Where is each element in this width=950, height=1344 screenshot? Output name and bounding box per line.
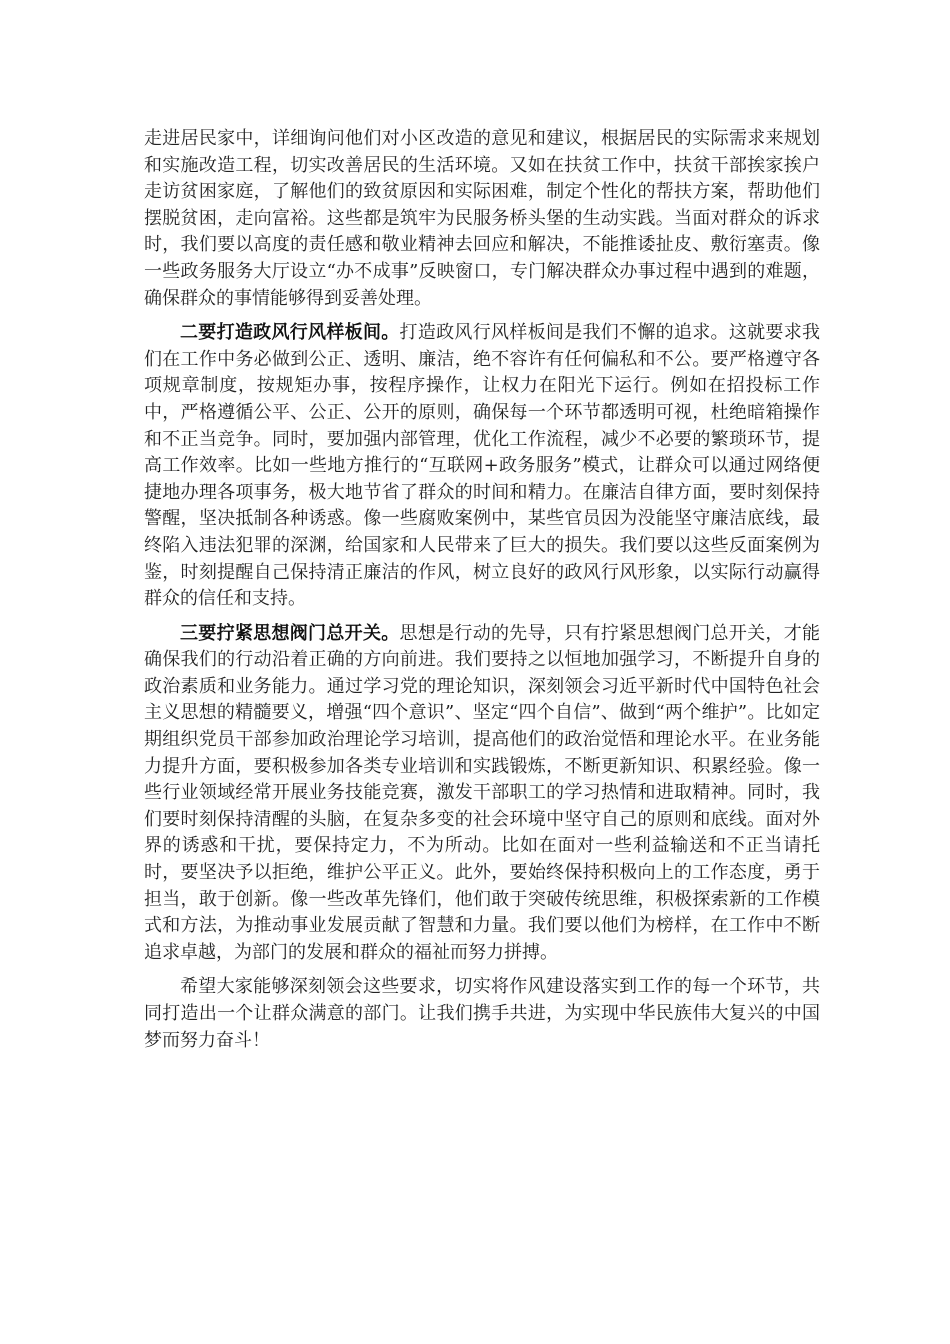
paragraph-text: 打造政风行风样板间是我们不懈的追求。这就要求我们在工作中务必做到公正、透明、廉洁，绝不容许有任何偏私和不公。要严格遵守各项规章制度，按规矩办事，按程序操作，让权力在阳光下运行。例如在招投标工作中，严格遵循公平、公正、公开的原则，确保每一个环节都透明可视，杜绝暗箱操作和不正当竞争。同时，要加强内部管理，优化工作流程，减少不必要的繁琐环节，提高工作效率。比如一些地方推行的“互联网+政务服务”模式，让群众可以通过网络便捷地办理各项事务，极大地节省了群众的时间和精力。在廉洁自律方面，要时刻保持警醒，坚决抵制各种诱惑。像一些腐败案例中，某些官员因为没能坚守廉洁底线，最终陷入违法犯罪的深渊，给国家和人民带来了巨大的损失。我们要以这些反面案例为鉴，时刻提醒自己保持清正廉洁的作风，树立良好的政风行风形象，以实际行动赢得群众的信任和支持。: [144, 322, 820, 610]
paragraph-section-three: [144, 621, 820, 967]
section-heading: 三要拧紧思想阀门总开关。: [180, 622, 400, 644]
paragraph-section-two: [144, 320, 820, 613]
paragraph-closing: [144, 974, 820, 1054]
section-heading: 二要打造政风行风样板间。: [180, 322, 400, 344]
paragraph-text: 希望大家能够深刻领会这些要求，切实将作风建设落实到工作的每一个环节，共同打造出一个让群众满意的部门。让我们携手共进，为实现中华民族伟大复兴的中国梦而努力奋斗！: [144, 976, 820, 1051]
paragraph-text: 走进居民家中，详细询问他们对小区改造的意见和建议，根据居民的实际需求来规划和实施改造工程，切实改善居民的生活环境。又如在扶贫工作中，扶贫干部挨家挨户走访贫困家庭，了解他们的致贫原因和实际困难，制定个性化的帮扶方案，帮助他们摆脱贫困，走向富裕。这些都是筑牢为民服务桥头堡的生动实践。当面对群众的诉求时，我们要以高度的责任感和敬业精神去回应和解决，不能推诿扯皮、敷衍塞责。像一些政务服务大厅设立“办不成事”反映窗口，专门解决群众办事过程中遇到的难题，确保群众的事情能够得到妥善处理。: [144, 128, 820, 309]
document-page: [144, 126, 820, 1054]
paragraph-text: 思想是行动的先导，只有拧紧思想阀门总开关，才能确保我们的行动沿着正确的方向前进。我们要持之以恒地加强学习，不断提升自身的政治素质和业务能力。通过学习党的理论知识，深刻领会习近平新时代中国特色社会主义思想的精髓要义，增强“四个意识”、坚定“四个自信”、做到“两个维护”。比如定期组织党员干部参加政治理论学习培训，提高他们的政治觉悟和理论水平。在业务能力提升方面，要积极参加各类专业培训和实践锻炼，不断更新知识、积累经验。像一些行业领域经常开展业务技能竞赛，激发干部职工的学习热情和进取精神。同时，我们要时刻保持清醒的头脑，在复杂多变的社会环境中坚守自己的原则和底线。面对外界的诱惑和干扰，要保持定力，不为所动。比如在面对一些利益输送和不正当请托时，要坚决予以拒绝，维护公平正义。此外，要始终保持积极向上的工作态度，勇于担当，敢于创新。像一些改革先锋们，他们敢于突破传统思维，积极探索新的工作模式和方法，为推动事业发展贡献了智慧和力量。我们要以他们为榜样，在工作中不断追求卓越，为部门的发展和群众的福祉而努力拼搏。: [144, 622, 820, 963]
paragraph-continuation: [144, 126, 820, 312]
